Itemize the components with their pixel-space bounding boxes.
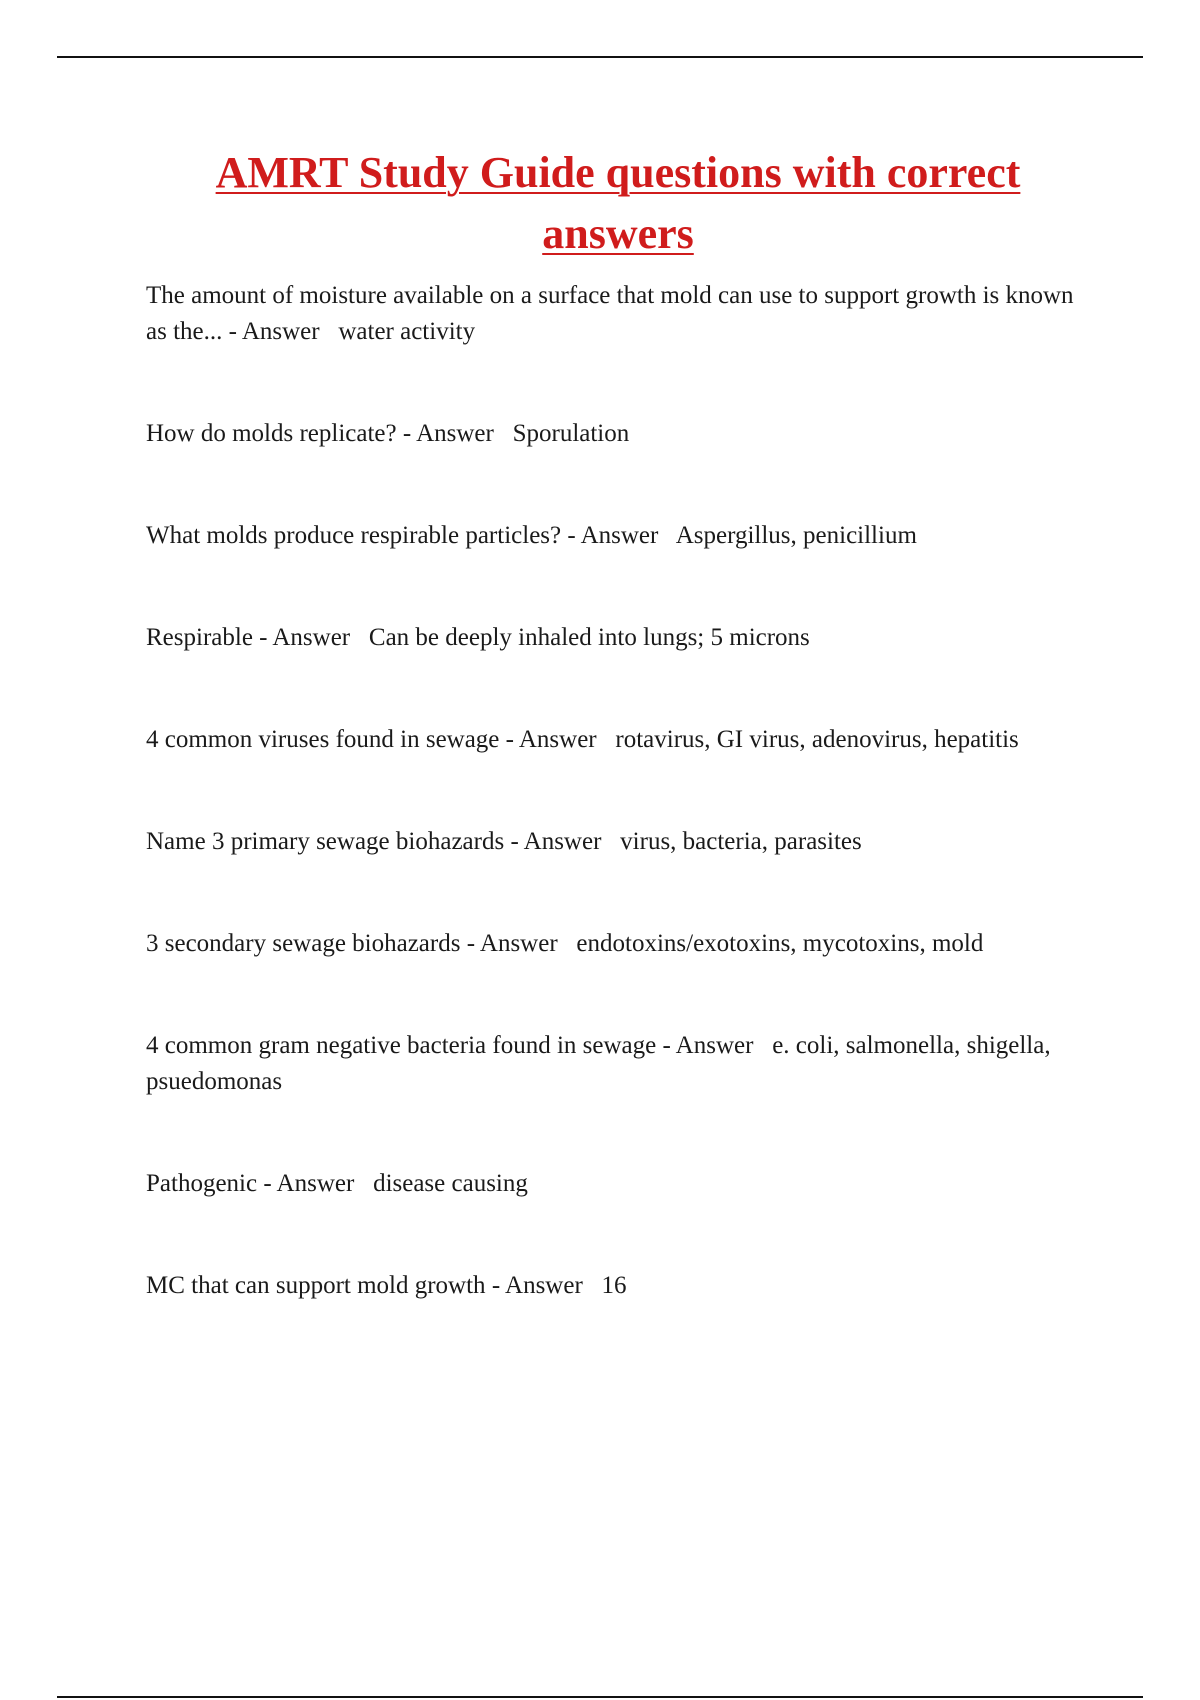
- qa-list: [146, 278, 1096, 1370]
- answer-text: 16: [601, 1272, 627, 1299]
- bottom-rule: [57, 1696, 1143, 1698]
- qa-item: [146, 1166, 1096, 1202]
- answer-text: Sporulation: [512, 420, 630, 447]
- qa-item: [146, 824, 1096, 860]
- answer-text: Can be deeply inhaled into lungs; 5 microns: [368, 624, 810, 651]
- qa-item: [146, 278, 1096, 350]
- question-text: 4 common viruses found in sewage: [146, 726, 500, 753]
- answer-text: water activity: [338, 318, 476, 345]
- answer-text: disease causing: [373, 1170, 528, 1197]
- question-text: What molds produce respirable particles?: [146, 522, 562, 549]
- question-text: The amount of moisture available on a surface that mold can use to support growth is known as the...: [146, 282, 1080, 345]
- answer-separator: - Answer: [460, 930, 577, 957]
- answer-separator: - Answer: [499, 726, 616, 753]
- answer-separator: - Answer: [485, 1272, 602, 1299]
- document-title: AMRT Study Guide questions with correct answers: [215, 148, 1021, 258]
- answer-separator: - Answer: [656, 1032, 773, 1059]
- qa-item: [146, 518, 1096, 554]
- qa-item: [146, 620, 1096, 656]
- answer-separator: - Answer: [222, 318, 339, 345]
- answer-text: Aspergillus, penicillium: [675, 522, 917, 549]
- qa-item: [146, 926, 1096, 962]
- question-text: Pathogenic: [146, 1170, 258, 1197]
- answer-text: endotoxins/exotoxins, mycotoxins, mold: [576, 930, 984, 957]
- answer-separator: - Answer: [396, 420, 513, 447]
- top-rule: [57, 56, 1143, 58]
- qa-item: [146, 1268, 1096, 1304]
- question-text: 4 common gram negative bacteria found in sewage: [146, 1032, 657, 1059]
- question-text: MC that can support mold growth: [146, 1272, 486, 1299]
- question-text: Respirable: [146, 624, 253, 651]
- answer-separator: - Answer: [504, 828, 621, 855]
- answer-text: e. coli, salmonella, shigella, psuedomonas: [146, 1032, 1057, 1095]
- question-text: 3 secondary sewage biohazards: [146, 930, 461, 957]
- answer-text: rotavirus, GI virus, adenovirus, hepatitis: [615, 726, 1019, 753]
- answer-text: virus, bacteria, parasites: [620, 828, 862, 855]
- answer-separator: - Answer: [252, 624, 369, 651]
- qa-item: [146, 1028, 1096, 1100]
- question-text: How do molds replicate?: [146, 420, 397, 447]
- answer-separator: - Answer: [257, 1170, 374, 1197]
- qa-item: [146, 722, 1096, 758]
- question-text: Name 3 primary sewage biohazards: [146, 828, 505, 855]
- qa-item: [146, 416, 1096, 452]
- answer-separator: - Answer: [561, 522, 676, 549]
